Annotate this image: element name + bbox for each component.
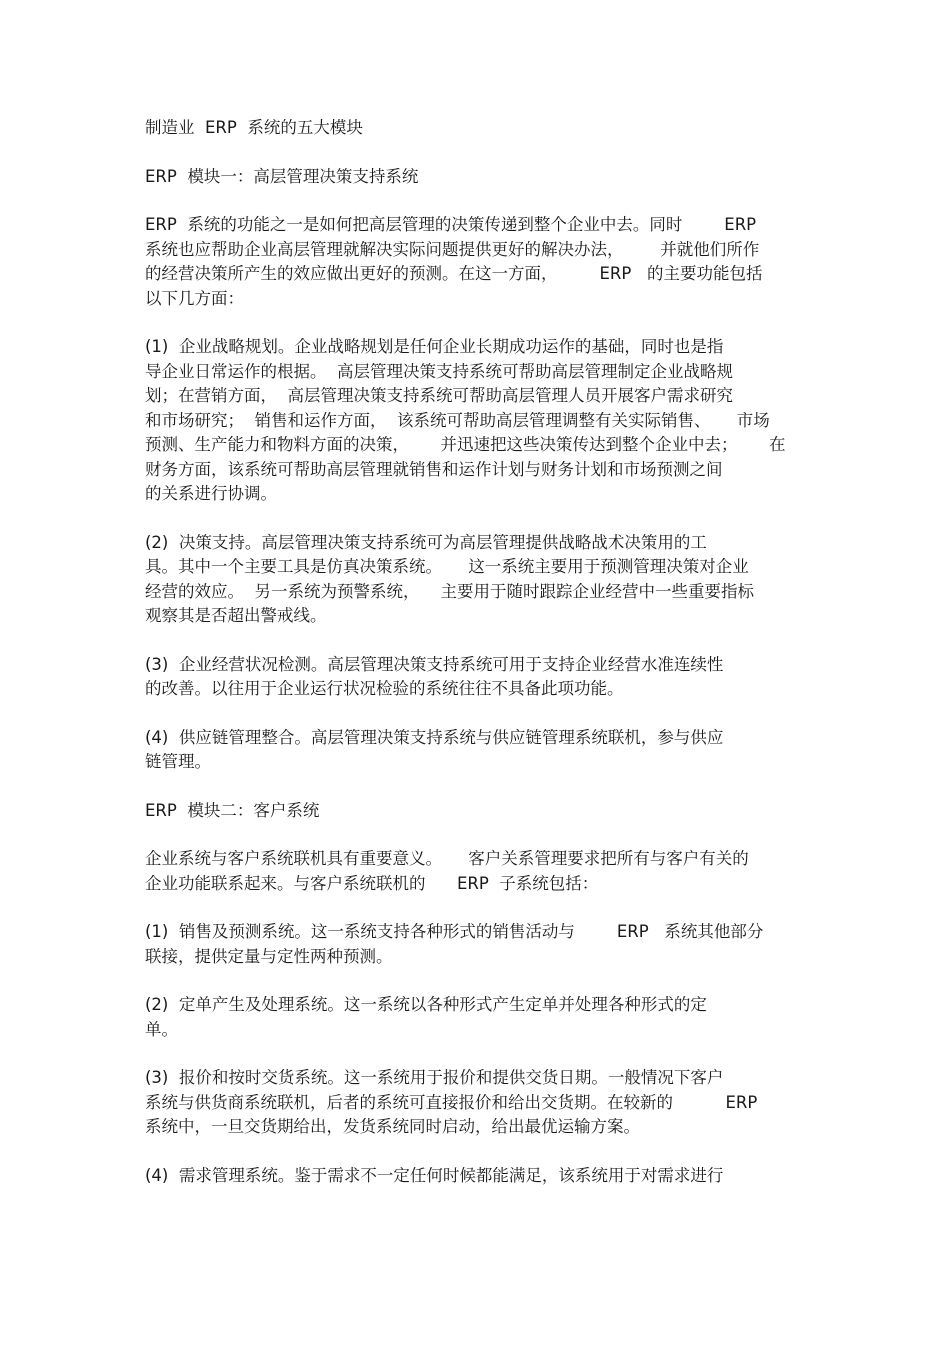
text-line: 导企业日常运作的根据。 高层管理决策支持系统可帮助高层管理制定企业战略规 [145,361,733,381]
section-heading-module2 [145,799,810,824]
paragraph-module1-item1 [145,335,810,507]
text-line: 财务方面，该系统可帮助高层管理就销售和运作计划与财务计划和市场预测之间 [145,459,723,479]
text-line: 的关系进行协调。 [145,484,277,503]
text-line: 链管理。 [145,752,211,771]
text-line: ERP 系统的功能之一是如何把高层管理的决策传递到整个企业中去。同时 ERP [145,215,757,234]
text-line: 企业功能联系起来。与客户系统联机的 ERP 子系统包括： [145,873,599,893]
text-line: ERP 模块一：高层管理决策支持系统 [145,166,419,186]
text-line: (3) 企业经营状况检测。高层管理决策支持系统可用于支持企业经营水准连续性 [145,654,724,674]
text-line: 和市场研究； 销售和运作方面， 该系统可帮助高层管理调整有关实际销售、 市场 [145,410,770,430]
text-line: 企业系统与客户系统联机具有重要意义。 客户关系管理要求把所有与客户有关的 [145,849,749,868]
paragraph-module2-item1 [145,920,810,969]
text-line: (4) 供应链管理整合。高层管理决策支持系统与供应链管理系统联机，参与供应 [145,727,724,747]
text-line: 以下几方面： [145,288,244,308]
document-body [145,116,810,1212]
text-line: 联接，提供定量与定性两种预测。 [145,946,393,966]
text-line: 具。其中一个主要工具是仿真决策系统。 这一系统主要用于预测管理决策对企业 [145,557,749,576]
paragraph-module2-item3 [145,1066,810,1140]
text-line: 预测、生产能力和物料方面的决策， 并迅速把这些决策传达到整个企业中去； 在 [145,435,786,454]
text-line: 划；在营销方面， 高层管理决策支持系统可帮助高层管理人员开展客户需求研究 [145,386,733,405]
text-line: 经营的效应。 另一系统为预警系统， 主要用于随时跟踪企业经营中一些重要指标 [145,581,754,601]
text-line: 的改善。以往用于企业运行状况检验的系统往往不具备此项功能。 [145,679,624,698]
paragraph-module2-item2 [145,993,810,1042]
text-line: 单。 [145,1019,178,1039]
text-line: ERP 模块二：客户系统 [145,800,320,820]
text-line: 的经营决策所产生的效应做出更好的预测。在这一方面， ERP 的主要功能包括 [145,264,763,283]
paragraph-module1-intro [145,213,810,311]
text-line: (2) 决策支持。高层管理决策支持系统可为高层管理提供战略战术决策用的工 [145,532,707,552]
text-line: (4) 需求管理系统。鉴于需求不一定任何时候都能满足，该系统用于对需求进行 [145,1165,724,1185]
paragraph-module2-intro [145,847,810,896]
paragraph-module1-item3 [145,653,810,702]
text-line: (2) 定单产生及处理系统。这一系统以各种形式产生定单并处理各种形式的定 [145,995,707,1014]
text-line: 系统中，一旦交货期给出，发货系统同时启动，给出最优运输方案。 [145,1117,640,1136]
section-heading-module1 [145,165,810,190]
text-line: (1) 企业战略规划。企业战略规划是任何企业长期成功运作的基础，同时也是指 [145,337,724,356]
text-line: 系统也应帮助企业高层管理就解决实际问题提供更好的解决办法， 并就他们所作 [145,239,760,259]
text-line: 观察其是否超出警戒线。 [145,606,327,625]
text-line: (1) 销售及预测系统。这一系统支持各种形式的销售活动与 ERP 系统其他部分 [145,922,764,941]
paragraph-module1-item4 [145,726,810,775]
text-line: 制造业 ERP 系统的五大模块 [145,118,363,137]
paragraph-module1-item2 [145,531,810,629]
text-line: 系统与供货商系统联机，后者的系统可直接报价和给出交货期。在较新的 ERP [145,1092,758,1112]
paragraph-module2-item4 [145,1164,810,1189]
text-line: (3) 报价和按时交货系统。这一系统用于报价和提供交货日期。一般情况下客户 [145,1068,724,1087]
document-title [145,116,810,141]
